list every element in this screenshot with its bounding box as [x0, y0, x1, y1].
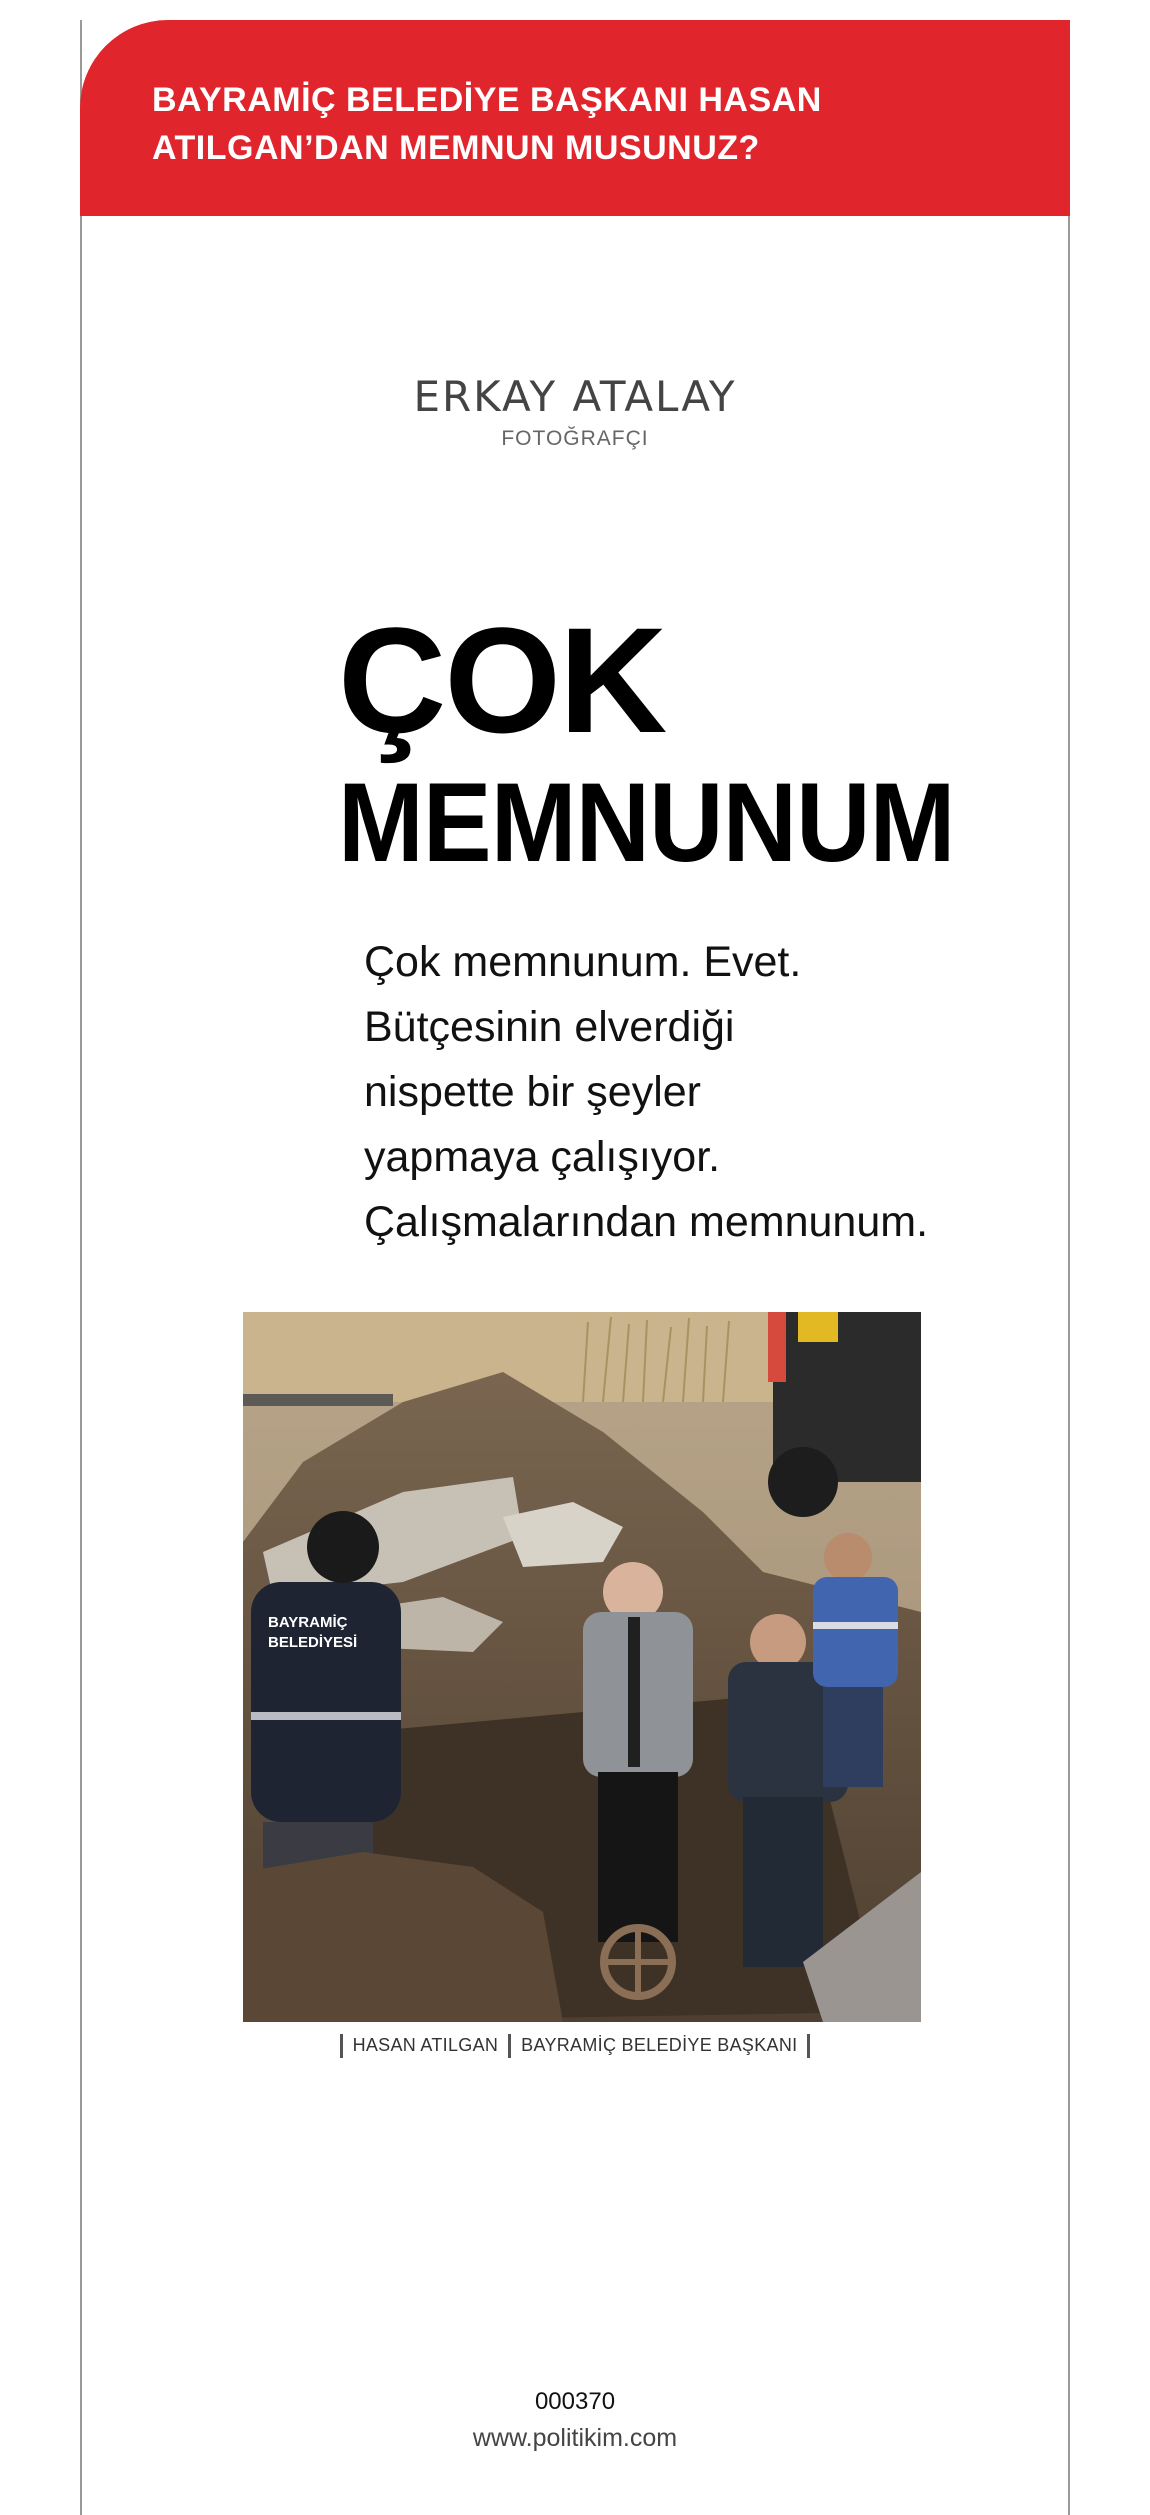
quote-line: Çok memnunum. Evet. — [364, 938, 802, 986]
vest-label-1: BAYRAMİÇ — [268, 1614, 348, 1631]
header-banner — [80, 20, 1070, 216]
author-role: FOTOĞRAFÇI — [501, 427, 649, 450]
footer — [0, 2388, 1150, 2453]
author-name: ERKAY ATALAY — [413, 372, 737, 421]
quote-line: Çalışmalarından memnunum. — [364, 1198, 929, 1246]
quote-line: Bütçesinin elverdiği — [364, 1003, 735, 1051]
page-code: 000370 — [534, 2388, 616, 2415]
headline-line-2: MEMNUNUM — [338, 760, 955, 885]
headline — [338, 596, 1008, 885]
photo-caption — [0, 2034, 1150, 2058]
quote-text — [364, 930, 1004, 1255]
caption-title: BAYRAMİÇ BELEDİYE BAŞKANI — [521, 2034, 798, 2055]
caption-divider — [340, 2034, 343, 2058]
quote-line: yapmaya çalışıyor. — [364, 1133, 721, 1181]
banner-title: BAYRAMİÇ BELEDİYE BAŞKANI HASAN ATILGAN’DAN MEMNUN MUSUNUZ? — [152, 81, 822, 167]
author-block — [0, 372, 1150, 451]
website-link[interactable]: www.politikim.com — [472, 2424, 678, 2452]
quote-line: nispette bir şeyler — [364, 1068, 701, 1116]
caption-divider — [508, 2034, 511, 2058]
vest-label-2: BELEDİYESİ — [268, 1634, 358, 1651]
caption-divider — [807, 2034, 810, 2058]
headline-line-1: ÇOK — [338, 596, 666, 764]
caption-name: HASAN ATILGAN — [352, 2034, 499, 2055]
news-photo — [243, 1312, 921, 2022]
